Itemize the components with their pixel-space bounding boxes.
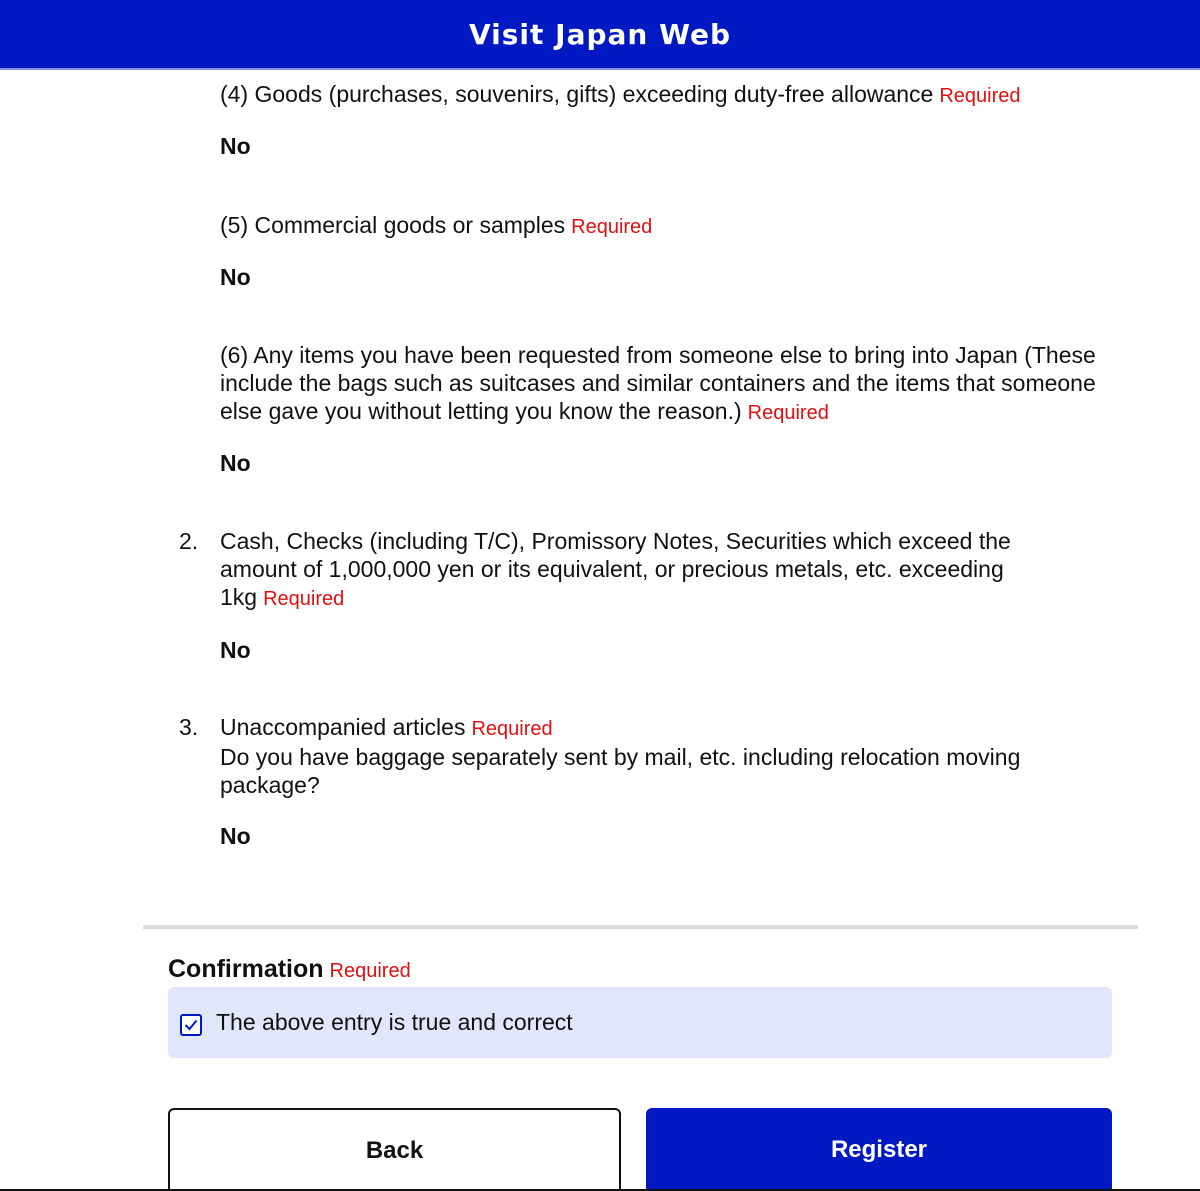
checkmark-icon bbox=[184, 1019, 198, 1031]
question-goods-duty-free bbox=[220, 80, 1120, 110]
question-subtext: Do you have baggage separately sent by mail, etc. including relocation moving package? bbox=[220, 744, 1021, 798]
question-items-requested bbox=[220, 341, 1100, 427]
section-divider bbox=[143, 925, 1138, 929]
question-text: (6) Any items you have been requested from someone else to bring into Japan (These include the bags such as suitcases and similar containers and the items that someone else gave you without letting you know the reason.) bbox=[220, 342, 1096, 424]
answer-items-requested: No bbox=[220, 450, 251, 476]
question-text: Cash, Checks (including T/C), Promissory Notes, Securities which exceed the amount of 1,000,000 yen or its equivalent, or precious metals, etc. exceeding 1kg bbox=[220, 528, 1011, 610]
question-commercial-goods bbox=[220, 211, 1120, 241]
back-button-label: Back bbox=[365, 1136, 424, 1164]
answer-cash-checks: No bbox=[220, 637, 251, 663]
answer-unaccompanied-articles: No bbox=[220, 823, 251, 849]
confirmation-checkbox[interactable] bbox=[180, 1014, 202, 1036]
question-text: Unaccompanied articles bbox=[220, 714, 466, 740]
question-text: (5) Commercial goods or samples bbox=[220, 212, 566, 238]
question-cash-checks bbox=[220, 527, 1090, 613]
answer-goods-duty-free: No bbox=[220, 133, 251, 159]
required-badge: Required bbox=[471, 718, 553, 740]
required-badge: Required bbox=[263, 588, 345, 610]
answer-commercial-goods: No bbox=[220, 264, 251, 290]
question-number: 2. bbox=[179, 528, 199, 554]
question-unaccompanied-articles bbox=[220, 713, 1100, 799]
back-button[interactable] bbox=[168, 1108, 621, 1191]
app-title: Visit Japan Web bbox=[468, 17, 732, 51]
required-badge: Required bbox=[939, 85, 1021, 107]
app-header bbox=[0, 0, 1200, 70]
required-badge: Required bbox=[571, 216, 653, 238]
confirmation-title-text: Confirmation bbox=[168, 955, 324, 983]
register-button-label: Register bbox=[830, 1135, 928, 1163]
question-text: (4) Goods (purchases, souvenirs, gifts) exceeding duty-free allowance bbox=[220, 81, 934, 107]
confirmation-checkbox-label: The above entry is true and correct bbox=[216, 1009, 573, 1035]
confirmation-checkbox-row[interactable] bbox=[168, 987, 1112, 1058]
confirmation-title bbox=[168, 955, 411, 984]
required-badge: Required bbox=[329, 960, 411, 982]
register-button[interactable] bbox=[646, 1108, 1112, 1191]
question-number: 3. bbox=[179, 714, 199, 740]
required-badge: Required bbox=[747, 402, 829, 424]
